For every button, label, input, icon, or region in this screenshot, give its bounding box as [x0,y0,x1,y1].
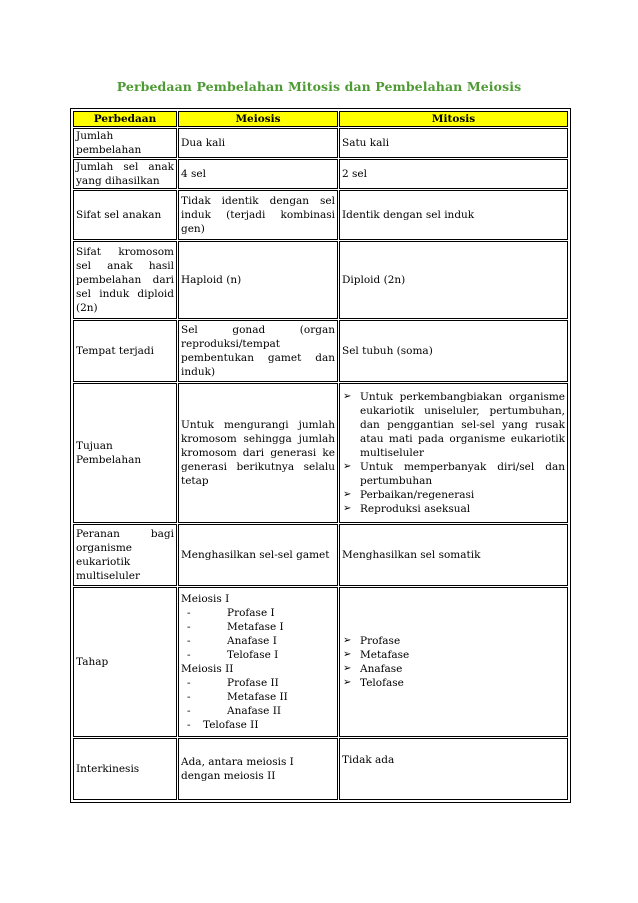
row-label: Interkinesis [73,738,177,800]
header-perbedaan: Perbedaan [73,111,177,127]
table-row [73,159,568,189]
row-label: Tujuan Pembelahan [73,383,177,523]
row-label: Tempat terjadi [73,320,177,382]
meiosis-cell: Sel gonad (organ reproduksi/tempat pembentukan gamet dan induk) [178,320,338,382]
list-item: ➢ Profase [342,634,565,648]
mitosis-cell [339,383,568,523]
list-item: ➢ Anafase [342,662,565,676]
list-item: ➢ Perbaikan/regenerasi [342,488,565,502]
meiosis-cell: Menghasilkan sel-sel gamet [178,524,338,586]
mitosis-cell: Sel tubuh (soma) [339,320,568,382]
list-item: - Anafase I [187,635,277,647]
meiosis-cell: 4 sel [178,159,338,189]
mitosis-cell [339,587,568,737]
mitosis-stage-list [342,634,565,690]
list-item: - Telofase II [187,719,259,731]
header-mitosis: Mitosis [339,111,568,127]
table-row [73,587,568,737]
meiosis-1-label: Meiosis I [181,593,230,605]
row-label: Sifat kromosom sel anak hasil pembelahan dari sel induk diploid (2n) [73,241,177,319]
mitosis-purpose-list [342,390,565,516]
row-label: Peranan bagi organisme eukariotik multiseluler [73,524,177,586]
list-item: - Anafase II [187,705,281,717]
table-row [73,738,568,800]
list-item: - Metafase II [187,691,288,703]
list-item: ➢ Untuk memperbanyak diri/sel dan pertumbuhan [342,460,565,488]
list-item: - Profase II [187,677,279,689]
list-item: ➢ Telofase [342,676,565,690]
mitosis-cell: Diploid (2n) [339,241,568,319]
meiosis-cell: Ada, antara meiosis I dengan meiosis II [178,738,338,800]
row-label: Sifat sel anakan [73,190,177,240]
table-row [73,383,568,523]
table-row [73,320,568,382]
table-row [73,128,568,158]
meiosis-2-label: Meiosis II [181,663,234,675]
list-item: ➢ Untuk perkembangbiakan organisme eukariotik uniseluler, pertumbuhan, dan penggantian sel-sel yang rusak atau mati pada organisme eukariotik multiseluler [342,390,565,460]
list-item: ➢ Metafase [342,648,565,662]
header-row [73,111,568,127]
row-label: Jumlah sel anak yang dihasilkan [73,159,177,189]
mitosis-cell: Identik dengan sel induk [339,190,568,240]
table-row [73,241,568,319]
row-label: Jumlah pembelahan [73,128,177,158]
page-title: Perbedaan Pembelahan Mitosis dan Pembelahan Meiosis [116,79,522,94]
meiosis-cell: Dua kali [178,128,338,158]
meiosis-cell: Haploid (n) [178,241,338,319]
meiosis-cell: Tidak identik dengan sel induk (terjadi kombinasi gen) [178,190,338,240]
header-meiosis: Meiosis [178,111,338,127]
mitosis-cell: 2 sel [339,159,568,189]
list-item: - Metafase I [187,621,284,633]
list-item: - Telofase I [187,649,279,661]
row-label: Tahap [73,587,177,737]
table-row [73,524,568,586]
list-item: - Profase I [187,607,275,619]
comparison-table-frame [70,108,571,803]
meiosis-cell: Untuk mengurangi jumlah kromosom sehingga jumlah kromosom dari generasi ke generasi berikutnya selalu tetap [178,383,338,523]
table-row [73,190,568,240]
mitosis-cell: Satu kali [339,128,568,158]
meiosis-cell [178,587,338,737]
list-item: ➢ Reproduksi aseksual [342,502,565,516]
mitosis-cell: Tidak ada [339,738,568,800]
comparison-table [72,110,569,801]
mitosis-cell: Menghasilkan sel somatik [339,524,568,586]
